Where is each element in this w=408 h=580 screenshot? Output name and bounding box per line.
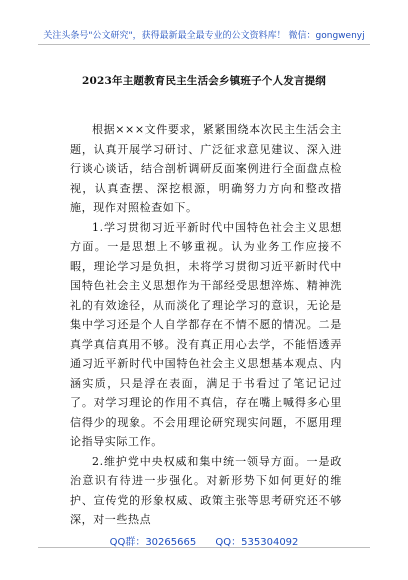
header-banner: 关注头条号"公文研究"，获得最新最全最专业的公文资料库！ 微信：gongwenyj: [43, 31, 365, 41]
footer-contact: [0, 533, 408, 548]
paragraph-section-2: 2.维护党中央权威和集中统一领导方面。一是政治意识有待进一步强化。对新形势下如何更好的维护、宣传党的形象权威、政策主张等思考研究还不够深，对一些热点: [70, 454, 342, 526]
footer-qq-group: QQ群：30265665: [109, 537, 197, 548]
footer-qq: QQ：535304092: [215, 537, 299, 548]
paragraph-section-1: 1.学习贯彻习近平新时代中国特色社会主义思想方面。一是思想上不够重视。认为业务工作应接不暇，理论学习是负担，未将学习贯彻习近平新时代中国特色社会主义思想作为干部经受思想淬炼、精神洗礼的有效途径，从而淡化了理论学习的意识，无论是集中学习还是个人自学都存在不情不愿的情况。二是真学真信真用不够。没有真正用心去学，不能悟透弄通习近平新时代中国特色社会主义思想基本观点、内涵实质，只是浮在表面，满足于书看过了笔记记过了。对学习理论的作用不真信，存在嘴上喊得多心里信得少的现象。不会用理论研究现实问题，不愿用理论指导实际工作。: [70, 220, 342, 448]
header-divider: [38, 44, 370, 45]
document-body: [70, 120, 342, 530]
document-title: 2023年主题教育民主生活会乡镇班子个人发言提纲: [81, 75, 327, 87]
paragraph-intro: 根据×××文件要求，紧紧围绕本次民主生活会主题，认真开展学习研讨、广泛征求意见建议、深入进行谈心谈话，结合剖析调研反面案例进行全面盘点检视，认真查摆、深挖根源，明确努力方向和整改措施，现作对照检查如下。: [70, 123, 342, 214]
